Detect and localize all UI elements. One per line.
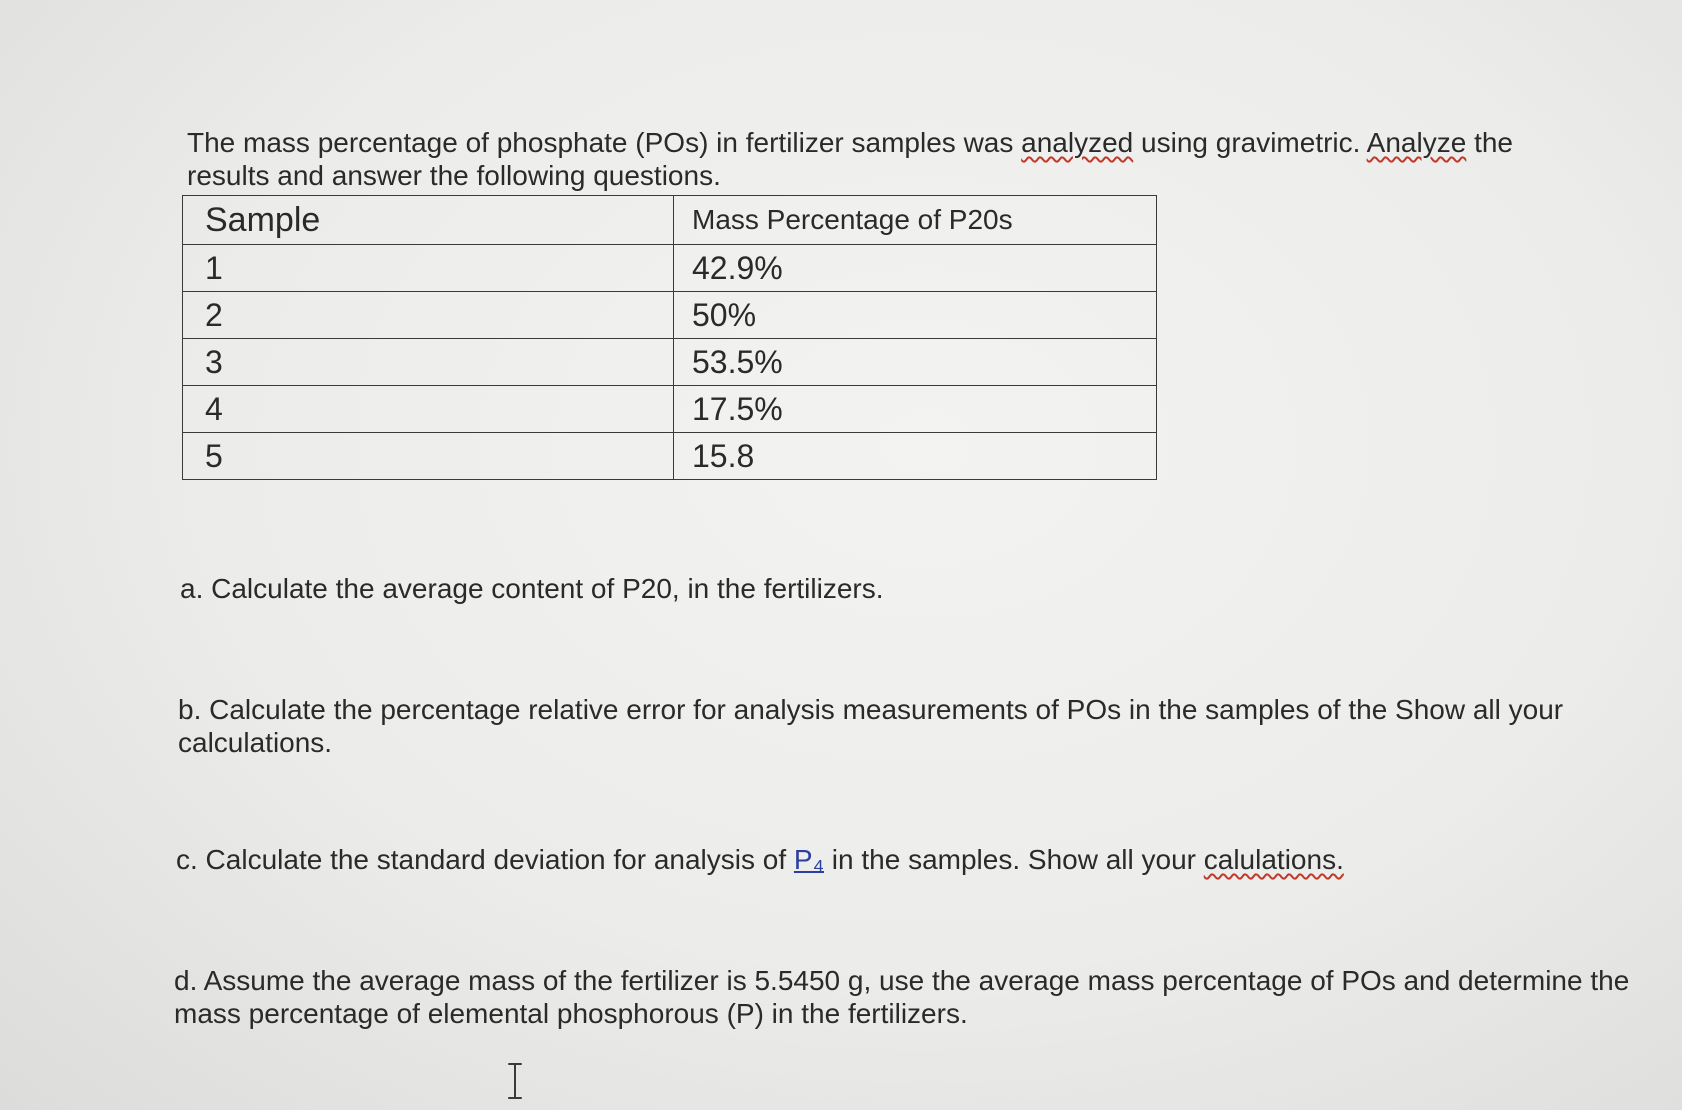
mass-cell[interactable]: 42.9% — [674, 245, 1157, 292]
table-row — [183, 339, 1157, 386]
text-cursor-icon — [506, 1062, 524, 1100]
header-sample: Sample — [183, 196, 674, 245]
sample-cell[interactable]: 1 — [183, 245, 674, 292]
table-row — [183, 386, 1157, 433]
hyperlink-symbol[interactable]: P₄ — [793, 844, 825, 875]
sample-cell[interactable]: 4 — [183, 386, 674, 433]
sample-cell[interactable]: 5 — [183, 433, 674, 480]
results-table — [182, 195, 1157, 480]
sample-cell[interactable]: 2 — [183, 292, 674, 339]
intro-text-3: the results and answer the following questions. — [187, 127, 1513, 191]
misspelled-word-calulations[interactable]: calulations. — [1203, 844, 1344, 875]
table-row — [183, 433, 1157, 480]
intro-paragraph — [187, 126, 1587, 192]
question-d: d. Assume the average mass of the fertilizer is 5.5450 g, use the average mass percentage of POs and determine the mass percentage of elemental phosphorous (P) in the fertilizers. — [174, 965, 1630, 1029]
header-mass-percentage: Mass Percentage of P20s — [674, 196, 1157, 245]
intro-text-1: The mass percentage of phosphate (POs) in fertilizer samples was — [187, 127, 1022, 158]
mass-cell[interactable]: 53.5% — [674, 339, 1157, 386]
table-row — [183, 245, 1157, 292]
intro-text-2: using gravimetric. — [1133, 127, 1367, 158]
mass-cell[interactable]: 15.8 — [674, 433, 1157, 480]
mass-cell[interactable]: 17.5% — [674, 386, 1157, 433]
question-c-text-2: in the samples. Show all your — [824, 844, 1204, 875]
table-row — [183, 292, 1157, 339]
table-header-row — [183, 196, 1157, 245]
question-b: b. Calculate the percentage relative error for analysis measurements of POs in the samples of the Show all your calculations. — [178, 694, 1564, 758]
sample-cell[interactable]: 3 — [183, 339, 674, 386]
misspelled-word-analyze[interactable]: Analyze — [1366, 127, 1467, 158]
question-a: a. Calculate the average content of P20, in the fertilizers. — [180, 573, 884, 604]
question-c — [176, 843, 1656, 876]
mass-cell[interactable]: 50% — [674, 292, 1157, 339]
misspelled-word-analyzed[interactable]: analyzed — [1021, 127, 1134, 158]
question-c-text-1: c. Calculate the standard deviation for analysis of — [176, 844, 794, 875]
